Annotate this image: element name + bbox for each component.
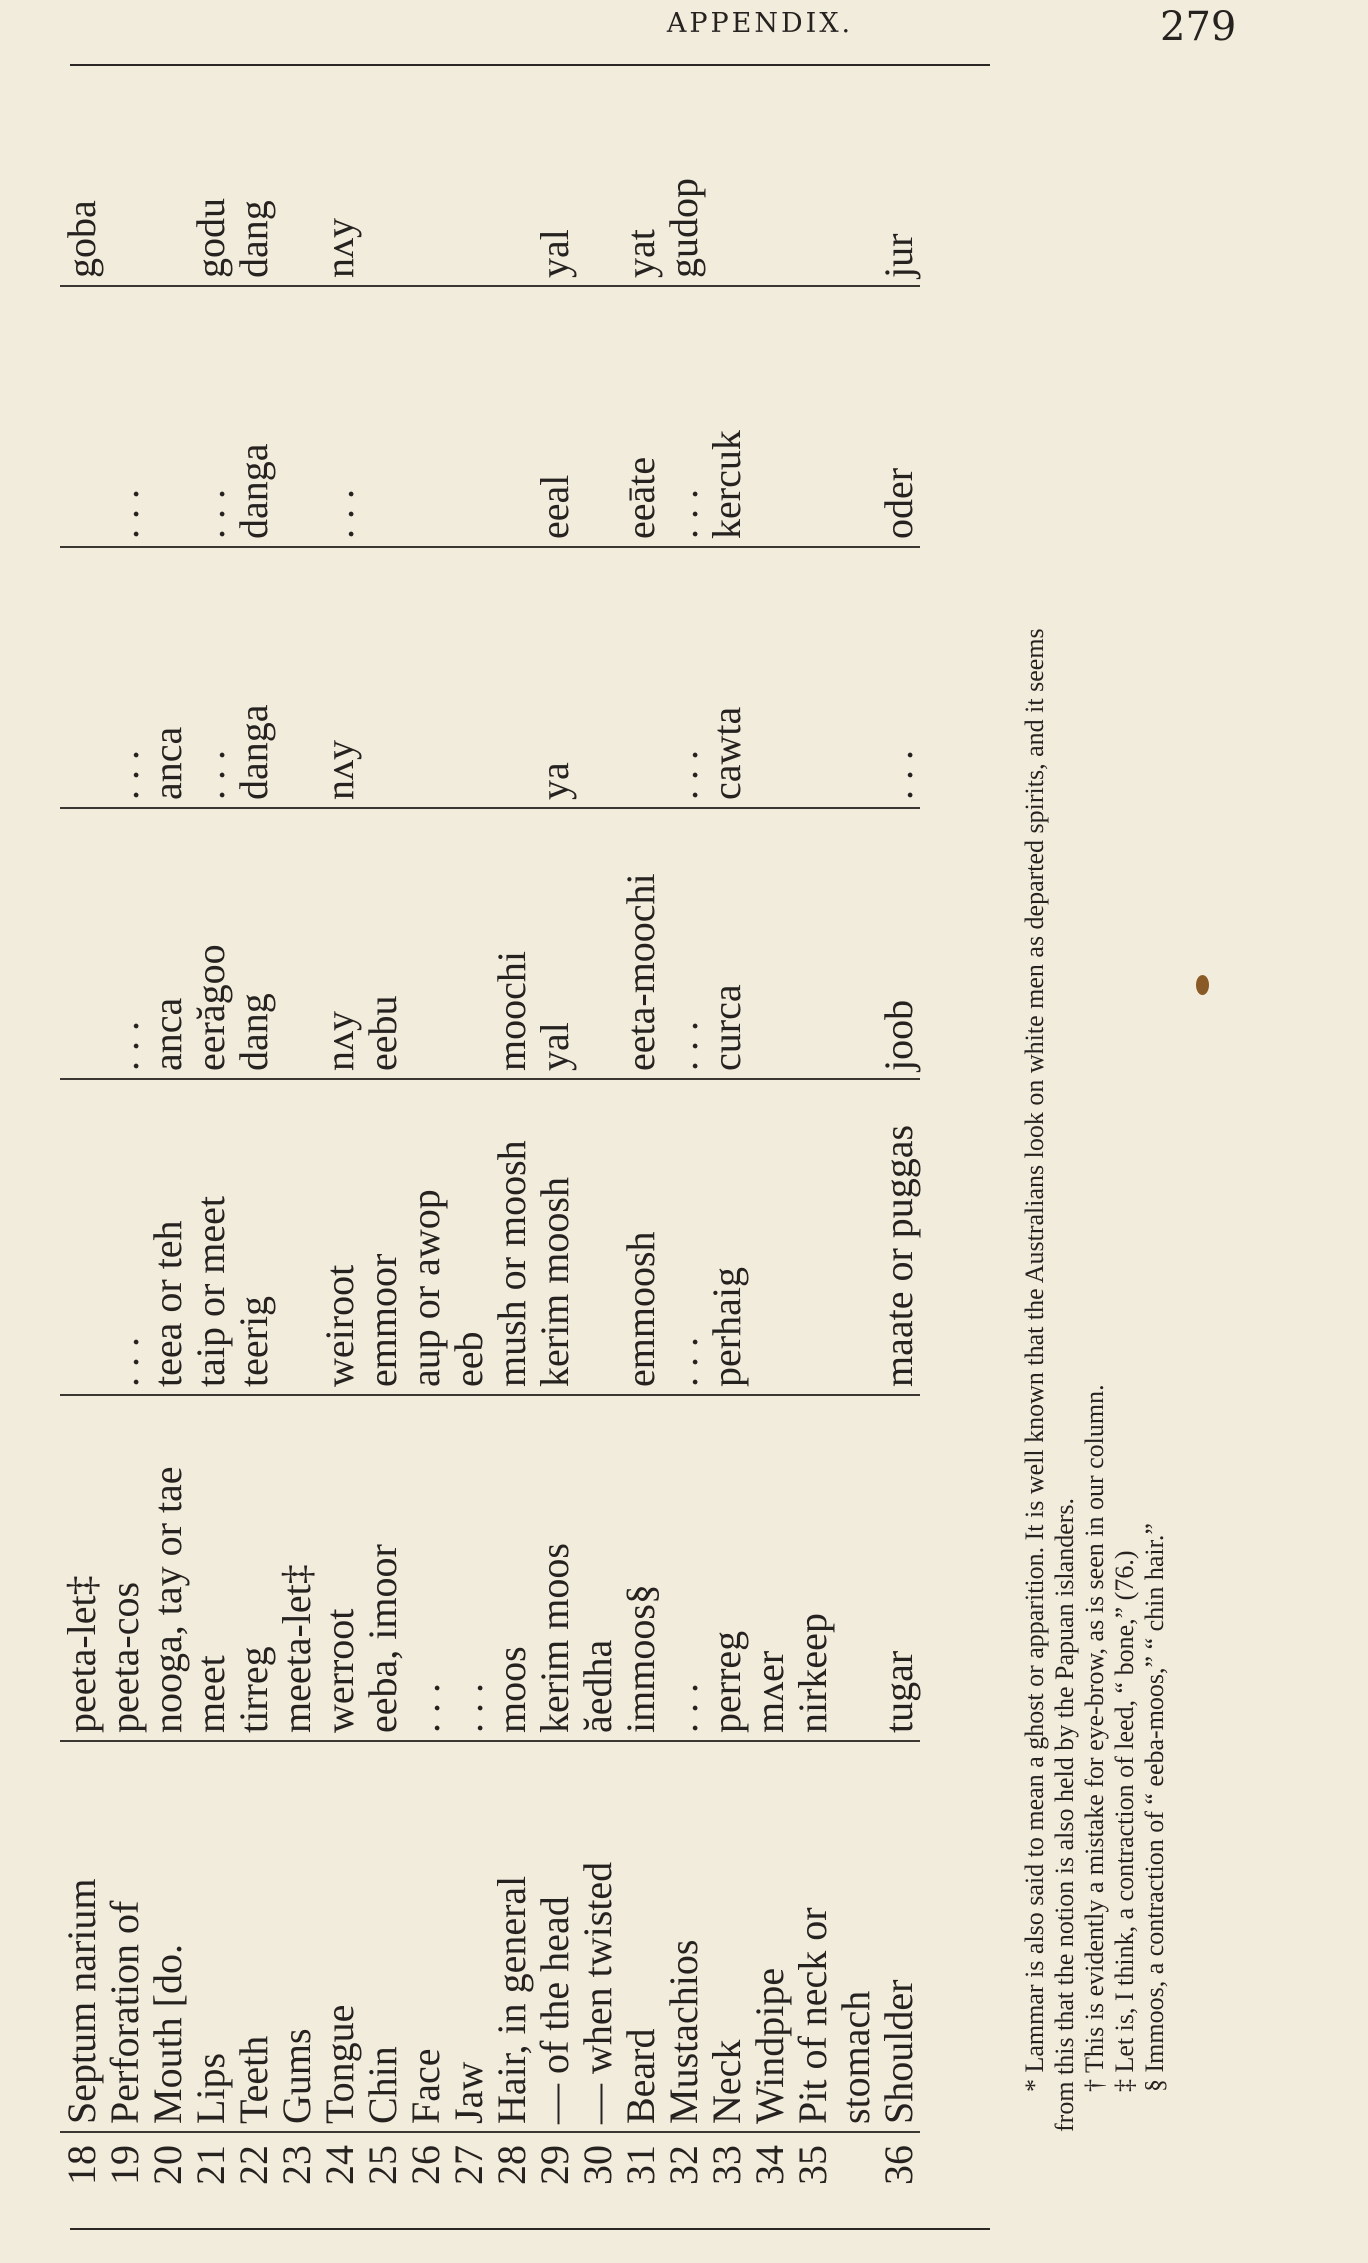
- dialect-word: . . .: [662, 286, 705, 547]
- row-number: 21: [189, 2132, 232, 2222]
- english-term: Hair, in general: [490, 1741, 533, 2132]
- dialect-word: danga: [232, 286, 275, 547]
- dialect-word: nirkeep: [791, 1395, 834, 1741]
- footnotes: [1020, 82, 1170, 2132]
- english-term: Mouth [do.: [146, 1741, 189, 2132]
- dialect-word: meeta-let‡: [275, 1395, 318, 1741]
- dialect-word: peeta-cos: [103, 1395, 146, 1741]
- english-term: — of the head: [533, 1741, 576, 2132]
- dialect-word: [748, 1079, 791, 1395]
- dialect-word: [447, 286, 490, 547]
- row-number: 20: [146, 2132, 189, 2222]
- row-number: 36: [877, 2132, 920, 2222]
- dialect-word: [103, 91, 146, 286]
- dialect-word: joob: [877, 808, 920, 1079]
- dialect-word: [490, 286, 533, 547]
- dialect-word: nʌy: [318, 547, 361, 808]
- dialect-word: kerim moosh: [533, 1079, 576, 1395]
- dialect-word: . . .: [103, 286, 146, 547]
- running-header: APPENDIX.: [666, 8, 854, 39]
- dialect-word: [275, 547, 318, 808]
- row-number: 18: [60, 2132, 103, 2222]
- dialect-word: . . .: [662, 1079, 705, 1395]
- english-term: Beard: [619, 1741, 662, 2132]
- dialect-word: [834, 91, 877, 286]
- row-number: 25: [361, 2132, 404, 2222]
- footnote-lammar-continued: from this that the notion is also held by the Papuan islanders.: [1050, 1497, 1079, 2132]
- table-row: [103, 91, 146, 2222]
- dialect-word: [146, 286, 189, 547]
- table-row: [361, 91, 404, 2222]
- english-term: Tongue: [318, 1741, 361, 2132]
- dialect-word: yat: [618, 229, 663, 278]
- dialect-word: [60, 808, 103, 1079]
- table-row: [60, 91, 103, 2222]
- dialect-word: ăedha: [576, 1395, 619, 1741]
- table-row: [318, 91, 361, 2222]
- table-row: [146, 91, 189, 2222]
- dialect-word: . . .: [662, 808, 705, 1079]
- table-row: [877, 91, 920, 2222]
- dialect-word: [404, 547, 447, 808]
- dialect-word: . . .: [103, 1079, 146, 1395]
- dialect-word: nʌy: [317, 218, 362, 278]
- table-row: [533, 91, 576, 2222]
- dialect-word: [490, 91, 533, 286]
- dialect-word: [361, 91, 404, 286]
- dialect-word: mʌer: [748, 1395, 791, 1741]
- dialect-word: meet: [189, 1395, 232, 1741]
- dialect-word: tugar: [877, 1395, 920, 1741]
- dialect-word: [576, 1079, 619, 1395]
- dialect-word: perreg: [705, 1395, 748, 1741]
- dialect-word: godu: [188, 198, 233, 278]
- english-term: — when twisted: [576, 1741, 619, 2132]
- dialect-word: [705, 91, 748, 286]
- footnote-lammar: * Lammar is also said to mean a ghost or apparition. It is well known that the Australians look on white men as departed spirits, and it seems: [1020, 628, 1049, 2092]
- row-number: 23: [275, 2132, 318, 2222]
- dialect-word: [791, 286, 834, 547]
- dialect-word: [748, 808, 791, 1079]
- dialect-word: maate or puggas: [877, 1079, 920, 1395]
- dialect-word: [834, 1079, 877, 1395]
- dialect-word: teea or teh: [146, 1079, 189, 1395]
- footnote-eyebrow: † This is evidently a mistake for eye-brow, as is seen in our column.: [1080, 1384, 1109, 2092]
- dialect-word: nʌy: [318, 808, 361, 1079]
- dialect-word: [146, 91, 189, 286]
- dialect-word: [275, 286, 318, 547]
- dialect-word: mush or moosh: [490, 1079, 533, 1395]
- dialect-word: . . .: [189, 286, 232, 547]
- dialect-word: eeāte: [619, 286, 662, 547]
- dialect-word: [791, 547, 834, 808]
- dialect-word: cawta: [705, 547, 748, 808]
- row-number: 19: [103, 2132, 146, 2222]
- dialect-word: [361, 547, 404, 808]
- dialect-word: . . .: [189, 547, 232, 808]
- dialect-word: eeba, imoor: [361, 1395, 404, 1741]
- dialect-word: emmoosh: [619, 1079, 662, 1395]
- dialect-word: [60, 286, 103, 547]
- dialect-word: anca: [146, 547, 189, 808]
- dialect-word: eebu: [361, 808, 404, 1079]
- row-number: 31: [619, 2132, 662, 2222]
- dialect-word: [447, 91, 490, 286]
- vocabulary-table: [60, 91, 920, 2222]
- dialect-word: [404, 808, 447, 1079]
- table-row: [705, 91, 748, 2222]
- dialect-word: aup or awop: [404, 1079, 447, 1395]
- table-row: [619, 91, 662, 2222]
- dialect-word: . . .: [877, 547, 920, 808]
- dialect-word: jur: [876, 233, 921, 278]
- dialect-word: [275, 1079, 318, 1395]
- row-number: 27: [447, 2132, 490, 2222]
- dialect-word: . . .: [662, 1395, 705, 1741]
- table-row: [791, 91, 834, 2222]
- row-number: 30: [576, 2132, 619, 2222]
- table-row: [662, 91, 705, 2222]
- dialect-word: [361, 286, 404, 547]
- dialect-word: . . .: [103, 547, 146, 808]
- dialect-word: [791, 1079, 834, 1395]
- table-row: [447, 91, 490, 2222]
- dialect-word: [60, 1079, 103, 1395]
- dialect-word: [619, 547, 662, 808]
- english-term: Lips: [189, 1741, 232, 2132]
- dialect-word: dang: [232, 808, 275, 1079]
- dialect-word: [791, 808, 834, 1079]
- row-number: 35: [791, 2132, 834, 2222]
- table-row: [490, 91, 533, 2222]
- dialect-word: [275, 808, 318, 1079]
- row-number: 28: [490, 2132, 533, 2222]
- dialect-word: [447, 547, 490, 808]
- dialect-word: curca: [705, 808, 748, 1079]
- rotated-page-content: [59, 72, 1169, 2222]
- ink-stain: [1196, 975, 1209, 995]
- dialect-word: [576, 808, 619, 1079]
- row-number: 26: [404, 2132, 447, 2222]
- dialect-word: oder: [877, 286, 920, 547]
- dialect-word: kerim moos: [533, 1395, 576, 1741]
- dialect-word: [60, 547, 103, 808]
- dialect-word: weiroot: [318, 1079, 361, 1395]
- dialect-word: immoos§: [619, 1395, 662, 1741]
- dialect-word: [834, 547, 877, 808]
- row-number: 32: [662, 2132, 705, 2222]
- dialect-word: goba: [59, 200, 104, 278]
- dialect-word: . . .: [447, 1395, 490, 1741]
- english-term: Mustachios: [662, 1741, 705, 2132]
- dialect-word: . . .: [318, 286, 361, 547]
- dialect-word: [834, 808, 877, 1079]
- dialect-word: [834, 1395, 877, 1741]
- dialect-word: anca: [146, 808, 189, 1079]
- dialect-word: [576, 547, 619, 808]
- dialect-word: kercuk: [705, 286, 748, 547]
- dialect-word: moos: [490, 1395, 533, 1741]
- dialect-word: [748, 91, 791, 286]
- dialect-word: eeal: [533, 286, 576, 547]
- dialect-word: ya: [533, 547, 576, 808]
- dialect-word: [490, 547, 533, 808]
- english-term: Teeth: [232, 1741, 275, 2132]
- dialect-word: peeta-let‡: [60, 1395, 103, 1741]
- dialect-word: eeb: [447, 1079, 490, 1395]
- english-term: Perforation of: [103, 1741, 146, 2132]
- dialect-word: [447, 808, 490, 1079]
- dialect-word: teerig: [232, 1079, 275, 1395]
- dialect-word: . . .: [404, 1395, 447, 1741]
- english-term: Pit of neck or: [791, 1741, 834, 2132]
- dialect-word: taip or meet: [189, 1079, 232, 1395]
- dialect-word: eerăgoo: [189, 808, 232, 1079]
- dialect-word: dang: [231, 200, 276, 278]
- table-row: [576, 91, 619, 2222]
- dialect-word: werroot: [318, 1395, 361, 1741]
- footnote-let: ‡ Let is, I think, a contraction of leed, “ bone,” (76.): [1110, 1550, 1139, 2092]
- dialect-word: yal: [532, 229, 577, 278]
- dialect-word: [748, 286, 791, 547]
- table-row: [232, 91, 275, 2222]
- dialect-word: nooga, tay or tae: [146, 1395, 189, 1741]
- row-number: 33: [705, 2132, 748, 2222]
- english-term: Windpipe: [748, 1741, 791, 2132]
- dialect-word: [748, 547, 791, 808]
- dialect-word: [576, 91, 619, 286]
- dialect-word: eeta-moochi: [619, 808, 662, 1079]
- table-row: [834, 91, 877, 2222]
- english-term: Chin: [361, 1741, 404, 2132]
- dialect-word: . . .: [662, 547, 705, 808]
- dialect-word: [791, 91, 834, 286]
- dialect-word: [576, 286, 619, 547]
- english-term: Jaw: [447, 1741, 490, 2132]
- table-row: [275, 91, 318, 2222]
- dialect-word: moochi: [490, 808, 533, 1079]
- table-row: [748, 91, 791, 2222]
- dialect-word: emmoor: [361, 1079, 404, 1395]
- top-rule: [70, 64, 990, 66]
- bottom-rule: [70, 2228, 990, 2230]
- table-row: [404, 91, 447, 2222]
- dialect-word: yal: [533, 808, 576, 1079]
- dialect-word: gudop: [661, 178, 706, 278]
- dialect-word: . . .: [103, 808, 146, 1079]
- row-number: 24: [318, 2132, 361, 2222]
- dialect-word: perhaig: [705, 1079, 748, 1395]
- dialect-word: tirreg: [232, 1395, 275, 1741]
- dialect-word: [404, 91, 447, 286]
- row-number: 29: [533, 2132, 576, 2222]
- dialect-word: [404, 286, 447, 547]
- table-row: [189, 91, 232, 2222]
- row-number: 22: [232, 2132, 275, 2222]
- footnote-immoos: § Immoos, a contraction of “ eeba-moos,” “ chin hair.”: [1140, 1523, 1169, 2092]
- dialect-word: [275, 91, 318, 286]
- row-number: 34: [748, 2132, 791, 2222]
- english-term: Neck: [705, 1741, 748, 2132]
- dialect-word: [834, 286, 877, 547]
- english-term: Face: [404, 1741, 447, 2132]
- english-term: Gums: [275, 1741, 318, 2132]
- dialect-word: danga: [232, 547, 275, 808]
- english-term: stomach: [834, 1741, 877, 2132]
- row-number: [834, 2132, 877, 2222]
- english-term: Shoulder: [877, 1741, 920, 2132]
- page-number: 279: [1160, 4, 1237, 50]
- english-term: Septum narium: [60, 1741, 103, 2132]
